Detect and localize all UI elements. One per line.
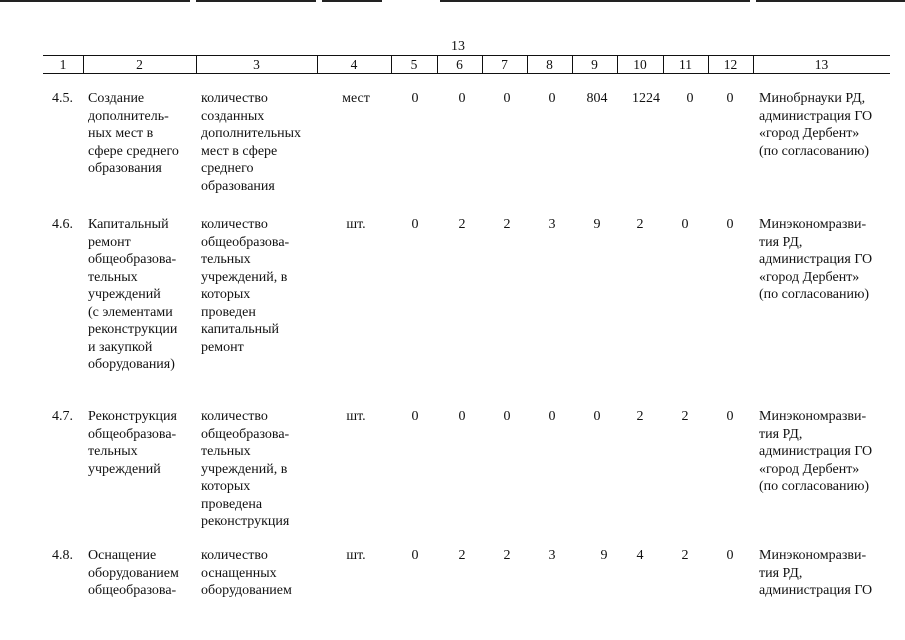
header-col-6: 6 <box>456 57 463 72</box>
value-col-7: 2 <box>503 217 511 232</box>
value-col-8: 0 <box>548 91 556 106</box>
page-number: 13 <box>451 39 465 54</box>
value-col-8: 0 <box>548 409 556 424</box>
header-col-13: 13 <box>814 57 829 72</box>
table-header-row <box>43 55 890 74</box>
value-col-12: 0 <box>726 91 734 106</box>
value-col-10: 4 <box>636 548 644 563</box>
value-col-7: 2 <box>503 548 511 563</box>
value-col-11: 2 <box>681 409 689 424</box>
value-col-6: 2 <box>458 217 466 232</box>
header-col-12: 12 <box>723 57 738 72</box>
row-number: 4.8. <box>52 548 73 563</box>
activity-name: Реконструкция общеобразова- тельных учреждений <box>88 409 177 477</box>
value-col-5: 0 <box>411 548 419 563</box>
header-col-5: 5 <box>410 57 418 72</box>
indicator-name: количество общеобразова- тельных учреждений, в которых проведен капитальный ремонт <box>201 217 290 355</box>
responsible-party: Минэкономразви- тия РД, администрация ГО «город Дербент» (по согласованию) <box>759 409 873 494</box>
header-col-7: 7 <box>501 57 508 72</box>
value-col-10: 2 <box>636 409 644 424</box>
unit-of-measure: шт. <box>346 409 366 424</box>
unit-of-measure: шт. <box>346 217 366 232</box>
responsible-party: Минэкономразви- тия РД, администрация ГО «город Дербент» (по согласованию) <box>759 217 873 302</box>
indicator-name: количество оснащенных оборудованием <box>201 548 292 598</box>
row-number: 4.7. <box>52 409 73 424</box>
value-col-12: 0 <box>726 409 734 424</box>
value-col-12: 0 <box>726 548 734 563</box>
value-col-5: 0 <box>411 91 419 106</box>
value-col-7: 0 <box>503 409 511 424</box>
value-col-7: 0 <box>503 91 511 106</box>
indicator-name: количество общеобразова- тельных учреждений, в которых проведена реконструкция <box>201 409 290 529</box>
value-col-5: 0 <box>411 409 419 424</box>
value-col-11: 0 <box>681 217 689 232</box>
value-col-5: 0 <box>411 217 419 232</box>
top-border-rule <box>196 0 316 2</box>
value-col-6: 0 <box>458 91 466 106</box>
value-col-9: 804 <box>586 91 608 106</box>
value-col-10: 2 <box>636 217 644 232</box>
top-border-rule <box>440 0 750 2</box>
value-col-11: 0 <box>686 91 694 106</box>
value-col-8: 3 <box>548 217 556 232</box>
header-col-4: 4 <box>350 57 358 72</box>
header-col-8: 8 <box>546 57 553 72</box>
row-number: 4.6. <box>52 217 73 232</box>
header-col-3: 3 <box>253 57 260 72</box>
indicator-name: количество созданных дополнительных мест в сфере среднего образования <box>201 91 302 194</box>
top-border-rule <box>0 0 190 2</box>
unit-of-measure: мест <box>342 91 370 106</box>
value-col-10: 1224 <box>632 91 660 106</box>
value-col-9: 9 <box>600 548 608 563</box>
row-number: 4.5. <box>52 91 73 106</box>
value-col-11: 2 <box>681 548 689 563</box>
activity-name: Оснащение оборудованием общеобразова- <box>88 548 179 598</box>
header-col-9: 9 <box>591 57 598 72</box>
value-col-8: 3 <box>548 548 556 563</box>
value-col-9: 9 <box>593 217 601 232</box>
value-col-12: 0 <box>726 217 734 232</box>
header-col-2: 2 <box>136 57 143 72</box>
top-border-rule <box>756 0 905 2</box>
unit-of-measure: шт. <box>346 548 366 563</box>
header-col-10: 10 <box>633 57 647 72</box>
top-border-rule <box>322 0 382 2</box>
header-col-1: 1 <box>59 57 67 72</box>
activity-name: Создание дополнитель- ных мест в сфере среднего образования <box>88 91 179 176</box>
value-col-6: 0 <box>458 409 466 424</box>
activity-name: Капитальный ремонт общеобразова- тельных учреждений (с элементами реконструкции и закупкой оборудования) <box>88 217 178 372</box>
responsible-party: Минобрнауки РД, администрация ГО «город Дербент» (по согласованию) <box>759 91 873 159</box>
value-col-9: 0 <box>593 409 601 424</box>
responsible-party: Минэкономразви- тия РД, администрация ГО <box>759 548 873 598</box>
value-col-6: 2 <box>458 548 466 563</box>
header-col-11: 11 <box>679 57 692 72</box>
